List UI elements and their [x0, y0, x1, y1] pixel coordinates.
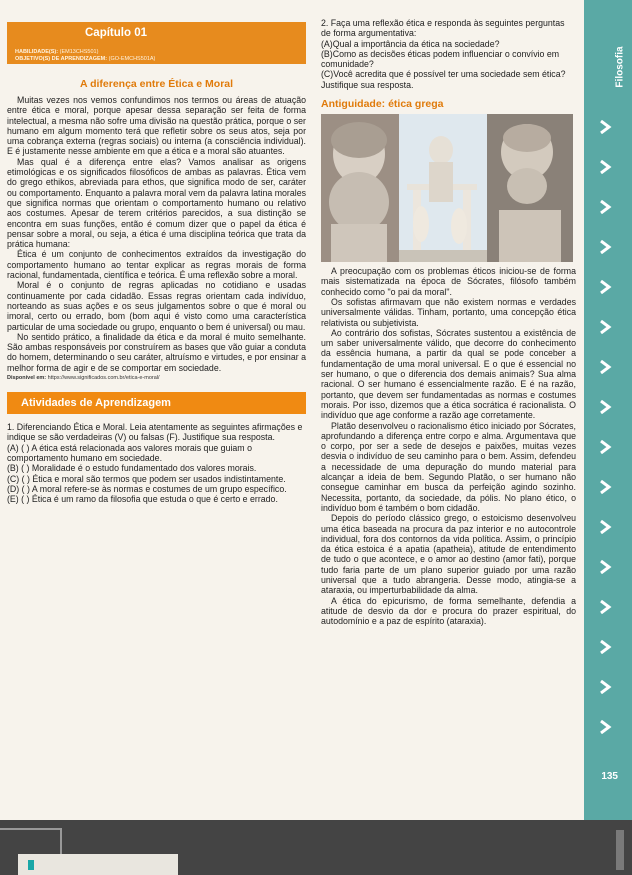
paragraph: Platão desenvolveu o racionalismo ético iniciado por Sócrates, aprofundando a diferença entre corpo e alma. Argumentava que o corpo, por ser a sede de desejos e paixões, muitas vezes desvia o indivíduo de seu caminho para o bem. Assim, defendeu a necessidade de uma depuração do mundo material para alcançar a ideia de bem. Segundo Platão, o ser humano não consegue caminhar em busca da perfeição agindo sozinho. Necessita, portanto, da sociedade, da pólis. No plano ético, o indivíduo bom é também o bom cidadão. [321, 420, 576, 513]
question-item: (C)Você acredita que é possível ter uma sociedade sem ética? Justifique sua resposta. [321, 69, 566, 90]
chevron-right-icon [598, 400, 612, 414]
chevron-right-icon [598, 240, 612, 254]
question-1: 1. Diferenciando Ética e Moral. Leia atentamente as seguintes afirmações e indique se são verdadeiras (V) ou falsas (F). Justifique sua resposta. [7, 422, 303, 443]
chevron-right-icon [598, 200, 612, 214]
section-title-etica-moral: A diferença entre Ética e Moral [79, 78, 234, 90]
paragraph: Mas qual é a diferença entre elas? Vamos analisar as origens etimológicas e os significados filosóficos de ambas as palavras. Ética vem do grego ethikos, abreviada para ethos, que significa modo de ser, caráter ou comportamento. Enquanto a palavra moral vem da palavra latina morales que significa normas que orientam o comportamento humano ou relativo aos costumes. Apesar de terem critérios parecidos, a sua distinção se encontra em suas funções, então é comum dizer que o papel da ética é pensar sobre a moral, ou seja, a ética é uma disciplina teórica que trata da prática humana: [7, 156, 306, 250]
chevron-right-icon [598, 520, 612, 534]
paragraph: Depois do período clássico grego, o estoicismo desenvolveu uma ética baseada na procura da paz interior e no autocontrole individual, fora dos contornos da vida política. Assim, o princípio da ética estoica é a apatia (apatheia), atitude de entendimento de tudo o que acontece, e o amor ao destino (amor fati), porque tudo faria parte de um plano superior guiado por uma razão universal que a tudo abrangeria. Desse modo, atingia-se a ataraxia, ou imperturbabilidade da alma. [321, 513, 576, 596]
paragraph: Ética é um conjunto de conhecimentos extraídos da investigação do comportamento humano ao tentar explicar as regras morais de forma racional, fundamentada, científica e teórica. É uma reflexão sobre a moral. [7, 249, 306, 281]
question-item: (C) ( ) Ética e moral são termos que podem ser usados indistintamente. [7, 473, 286, 484]
section-title-antiguidade: Antiguidade: ética grega [321, 98, 444, 111]
question-item: (A) ( ) A ética está relacionada aos valores morais que guiam o comportamento humano em sociedade. [7, 442, 252, 463]
chevron-right-icon [598, 680, 612, 694]
chapter-title: Capítulo 01 [85, 27, 147, 39]
philosophers-illustration [321, 114, 573, 262]
source-line: Disponível em: https://www.significados.com.br/etica-e-moral/ [7, 375, 160, 382]
paragraph: Ao contrário dos sofistas, Sócrates sustentou a existência de um saber universalmente válido, que decorre do conhecimento da essência humana, a partir da qual se pode conceber a fundamentação de uma moral universal. E o que é essencial no ser humano, o que o diferencia dos demais animais? Sua alma racional. O ser humano é essencialmente razão. E é na razão, portanto, que devem ser fundamentadas as normas e costumes morais. Por isso, dizemos que a ética socrática é racionalista. O indivíduo que age conforme a razão age corretamente. [321, 327, 576, 421]
source-link[interactable]: https://www.significados.com.br/etica-e-moral/ [47, 375, 160, 382]
question-2: 2. Faça uma reflexão ética e responda às seguintes perguntas de forma argumentativa: [321, 18, 565, 39]
side-stripe [584, 0, 632, 820]
chevron-right-icon [598, 360, 612, 374]
scrollbar[interactable] [616, 830, 624, 870]
right-column [321, 18, 576, 626]
paragraph: No sentido prático, a finalidade da ética e da moral é muito semelhante. São ambas responsáveis por construírem as bases que vão guiar a conduta do homem, determinando o seu caráter, altruísmo e virtudes, e por ensinar a melhor forma de agir e de se comportar em sociedade. [7, 331, 306, 373]
chevron-right-icon [598, 480, 612, 494]
paragraph: Os sofistas afirmavam que não existem normas e verdades universalmente válidas. Tinham, portanto, uma concepção ética relativista ou subjetivista. [321, 296, 576, 328]
screen-below-page [0, 820, 632, 875]
next-page-edge [18, 854, 178, 875]
subject-label: Filosofia [614, 46, 626, 88]
paragraph: A preocupação com os problemas éticos iniciou-se de forma mais sistematizada na época de Sócrates, filósofo também conhecido como "o pai da moral". [321, 266, 576, 297]
paragraph: A ética do epicurismo, de forma semelhante, defendia a atitude de desvio da dor e procura do prazer espiritual, do autodomínio e a paz de espírito (ataraxia). [321, 595, 576, 627]
chevron-right-icon [598, 440, 612, 454]
left-column [7, 22, 306, 504]
page-number: 135 [601, 771, 618, 782]
chevron-right-icon [598, 640, 612, 654]
chevron-right-icon [598, 160, 612, 174]
paragraph: Moral é o conjunto de regras aplicadas no cotidiano e usadas continuamente por cada cidadão. Essas regras orientam cada indivíduo, norteando as suas ações e os seus julgamentos sobre o que é moral ou imoral, certo ou errado, bom (bom aqui é visto como uma característica particular de uma sociedade ou grupo, enquanto o bem é universal) ou mau. [7, 280, 306, 332]
chevron-right-icon [598, 560, 612, 574]
chevron-right-icon [598, 120, 612, 134]
chapter-header [7, 22, 306, 64]
question-item: (B) ( ) Moralidade é o estudo fundamentado dos valores morais. [7, 463, 257, 474]
chapter-meta: HABILIDADE(S): (EM13CHS501) OBJETIVO(S) DE APRENDIZAGEM: (GO-EMCHS501A) [15, 49, 156, 62]
chevron-right-icon [598, 720, 612, 734]
next-page-mark [28, 860, 34, 870]
chevron-right-icon [598, 600, 612, 614]
chevron-right-icon [598, 320, 612, 334]
activities-title: Atividades de Aprendizagem [7, 392, 306, 414]
question-item: (E) ( ) Ética é um ramo da filosofia que estuda o que é certo e errado. [7, 494, 278, 505]
paragraph: Muitas vezes nos vemos confundimos nos termos ou áreas de atuação entre ética e moral, porque apesar dessa separação ser feita de forma intelectual, a mesma não sofre uma divisão na questão prática, porque o ser humano em algum momento terá que refletir sobre os seus atos, seja por uma cobrança externa (regras sociais) ou interna (a consciência individual). E é justamente nesse ambiente em que a ética e a moral são atuantes. [7, 95, 306, 157]
greek-philosophers-image [321, 114, 573, 262]
chevron-right-icon [598, 280, 612, 294]
question-item: (B)Como as decisões éticas podem influenciar o convívio em comunidade? [321, 48, 560, 70]
question-item: (A)Qual a importância da ética na sociedade? [321, 38, 500, 49]
question-item: (D) ( ) A moral refere-se às normas e costumes de um grupo específico. [7, 483, 287, 494]
